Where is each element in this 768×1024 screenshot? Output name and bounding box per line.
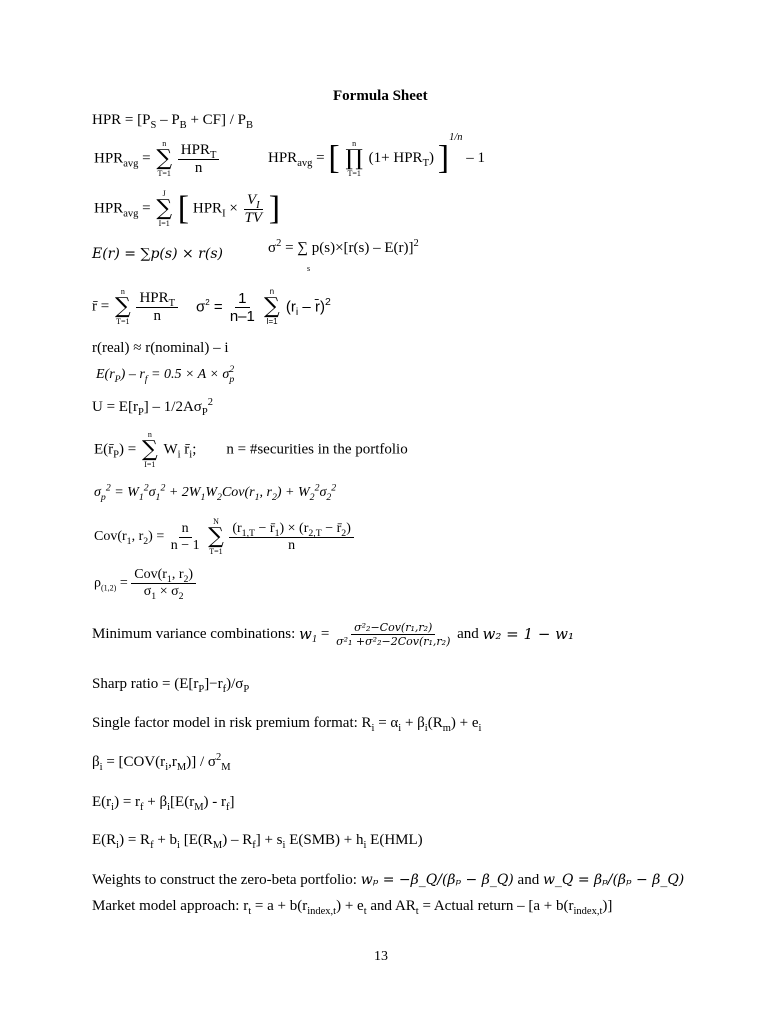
sample-mean: r̄ = n ∑ T=1 $\frac{HPR_T}{n}$: [92, 288, 178, 326]
product-symbol: n ∏ T=1: [345, 138, 363, 178]
hpr-avg-label: HPR: [94, 150, 124, 167]
hpr-def-end: + CF] / P: [186, 112, 246, 128]
page-number: 13: [374, 949, 388, 964]
hpr-avg-weighted: $HPR_{avg}$ = J ∑ I=1 [ $HPR_I$ × $\frac{V_I}{TV}$ ]: [94, 189, 281, 228]
hpr-avg-geo: $HPR_{avg}$ = [ n ∏ T=1 $(1+ HPR_T)$ ]$^{1/n}$ – 1: [268, 132, 485, 178]
real-rate: r(real) ≈ r(nominal) – i: [92, 340, 229, 356]
variance-scenario: $\sigma^2$ = ∑ p(s)×[r(s) – E(r)]$^2$ s: [268, 238, 419, 273]
correlation: $\rho_{(1,2)}$ = $\frac{Cov(r_1, r_2)}{\sigma_1 \times \sigma_2}$: [94, 568, 196, 599]
single-factor: Single factor model in risk premium format: $R_i = \alpha_i + \beta_i(R_m) + e_i$: [92, 715, 482, 734]
risk-premium: $E(r_P) - r_f = 0.5 \times A \times \sigma_p^2$: [96, 364, 235, 385]
sample-variance: $\sigma^2$ = $\frac{1}{n-1}$ n ∑ I=1 ($r_i$ – r̄)$^2$: [196, 287, 331, 326]
sub-b2: B: [246, 120, 254, 131]
zero-beta: Weights to construct the zero-beta portfolio: wₚ = −β_Q/(βₚ − β_Q) and w_Q = βₚ/(βₚ − β_Q): [92, 872, 685, 888]
portfolio-variance: $\sigma_p^2 = W_1^2\sigma_1^2 + 2W_1W_2Cov(r_1$, $r_2) + W_2^2\sigma_2^2$: [94, 482, 337, 503]
sum-j-symbol: J ∑ I=1: [156, 189, 173, 228]
hpr-fraction: $\frac{HPR_T}{n}$: [178, 143, 220, 176]
fama-french: $E(R_i) = R_f + b_i$ $[E(R_M) - R_f] + s_i$ $E(SMB) + h_i$ E(HML): [92, 832, 423, 851]
portfolio-return: $E(r̄_P)$ = n ∑ I=1 $W_i$ $r̄_i$; n = #securities in the portfolio: [94, 430, 408, 469]
capm: $E(r_i) = r_f + \beta_i[E(r_M) - r_f]$: [92, 794, 235, 813]
sub-b: B: [179, 120, 187, 131]
sharpe-ratio: Sharp ratio = $(E[r_P]-r_f)/\sigma_P$: [92, 676, 250, 695]
sum-symbol: n ∑ T=1: [156, 139, 173, 178]
hpr-def-text: HPR = [P: [92, 112, 151, 128]
page-title: Formula Sheet: [333, 88, 428, 104]
hpr-avg-arith: $HPR_{avg}$ = n ∑ T=1 $\frac{HPR_T}{n}$: [94, 140, 219, 178]
avg-sub: avg: [123, 158, 139, 170]
utility: $U = E[r_P] - 1/2A\sigma_P^2$: [92, 397, 213, 418]
min-variance: Minimum variance combinations: $w_1$ = $\frac{\text{σ²₂−Cov(r₁,r₂)}}{\text{σ²₁ +σ²₂−2Cov(r₁,r₂)}}$ and w₂ = 1 − w₁: [92, 621, 575, 648]
expected-return: E(r) = ∑p(s) × r(s): [92, 246, 223, 262]
beta-definition: $\beta_i = [COV(r_i,r_M)] / \sigma^2_M$: [92, 752, 231, 773]
covariance: $Cov(r_1$, $r_2$) = $\frac{n}{n - 1}$ N ∑ T=1 $\frac{(r_{1,T} - r̄_1) \times (r_{2,T} - r̄_2)}{n}$: [94, 518, 354, 556]
market-model: Market model approach: $r_t = a + b(r_{index,t}) + e_t$ and $AR_t$ = Actual return – $[a + b(r_{index,t})]$: [92, 898, 613, 917]
sub-s: S: [150, 120, 157, 131]
hpr-definition: [92, 112, 254, 131]
hpr-def-mid: – P: [156, 112, 180, 128]
